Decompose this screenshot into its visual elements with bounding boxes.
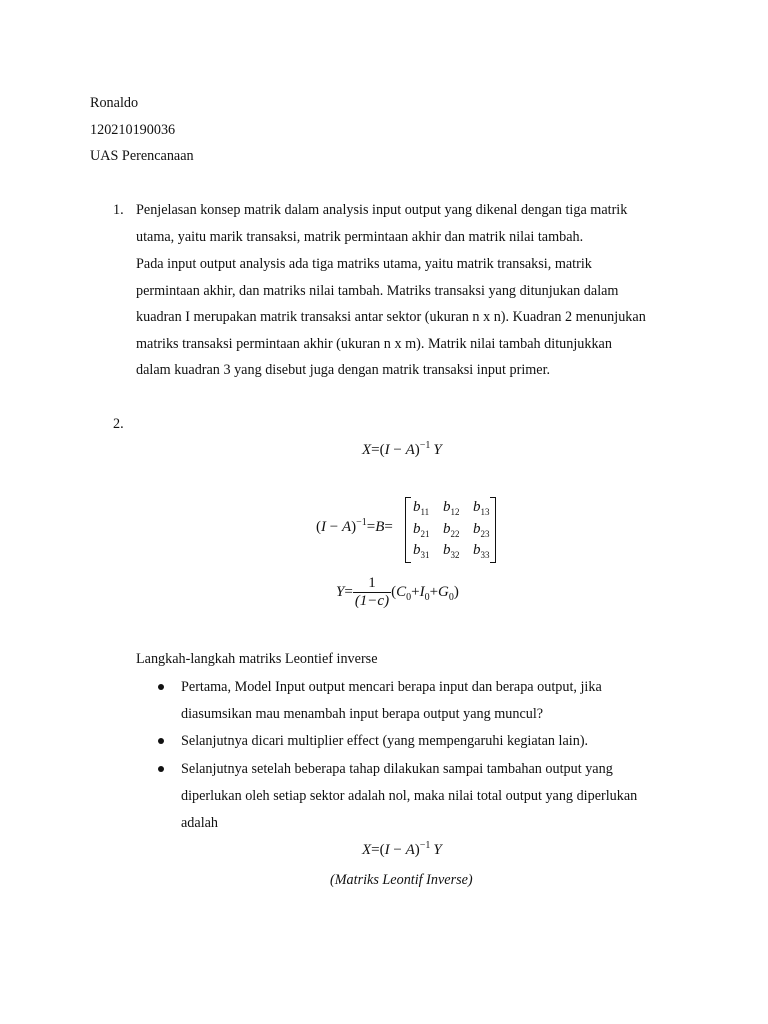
matrix-cell: $b_{31}$ [413, 542, 430, 560]
eq-symbol: Y [433, 442, 442, 458]
bullet-icon [158, 684, 164, 690]
section-1-number: 1. [113, 202, 124, 218]
section-1-line: Pada input output analysis ada tiga matriks utama, yaitu matrik transaksi, matrik [136, 256, 592, 272]
matrix-cell: $b_{13}$ [473, 499, 490, 517]
eq-symbol: ( [391, 583, 397, 600]
section-1-line: dalam kuadran 3 yang disebut juga dengan matrik transaksi input primer. [136, 362, 551, 378]
equation-multiplier [336, 575, 459, 610]
matrix-b [405, 497, 496, 561]
eq-symbol: ) [453, 583, 459, 600]
eq-symbol: = [371, 442, 380, 458]
bullet-icon [158, 738, 164, 744]
author-name: Ronaldo [90, 95, 139, 111]
matrix-cell: $b_{23}$ [473, 521, 490, 539]
section-1-line: Penjelasan konsep matrik dalam analysis input output yang dikenal dengan tiga matrik [136, 202, 628, 218]
equation-caption: (Matriks Leontif Inverse) [330, 872, 473, 888]
eq-subscript: 0 [424, 591, 430, 603]
eq-symbol: ( [316, 519, 321, 535]
matrix-cell: $b_{21}$ [413, 521, 430, 539]
eq-symbol: I [321, 519, 326, 535]
matrix-cell: $b_{33}$ [473, 542, 490, 560]
section-1-line: utama, yaitu marik transaksi, matrik permintaan akhir dan matrik nilai tambah. [136, 229, 584, 245]
bullet-line: diperlukan oleh setiap sektor adalah nol, maka nilai total output yang diperlukan [181, 788, 638, 804]
eq-symbol: C [396, 583, 407, 600]
course-title: UAS Perencanaan [90, 148, 194, 164]
eq-symbol: = [344, 583, 353, 600]
eq-subscript: 0 [448, 591, 454, 603]
bullet-line: Selanjutnya dicari multiplier effect (yang mempengaruhi kegiatan lain). [181, 733, 589, 749]
eq-symbol: A [405, 442, 415, 458]
bullet-icon [158, 766, 164, 772]
eq-symbol: ( [379, 842, 385, 858]
eq-symbol: I [384, 842, 390, 858]
section-1-line: kuadran I merupakan matrik transaksi antar sektor (ukuran n x n). Kuadran 2 menunjukan [136, 309, 646, 325]
equation-leontief-final [362, 842, 442, 859]
eq-exponent: −1 [419, 840, 431, 851]
eq-symbol: − [393, 842, 402, 858]
eq-symbol: ) [414, 442, 420, 458]
eq-exponent: −1 [419, 440, 431, 451]
eq-symbol: = [371, 842, 380, 858]
eq-symbol: Y [336, 583, 345, 600]
eq-symbol: = [366, 519, 376, 535]
section-2-number: 2. [113, 416, 124, 432]
bullet-line: diasumsikan mau menambah input berapa output yang muncul? [181, 706, 544, 722]
student-id: 120210190036 [90, 122, 176, 138]
eq-symbol: ( [379, 442, 385, 458]
matrix-cell: $b_{32}$ [443, 542, 460, 560]
section-1-line: matriks transaksi permintaan akhir (ukuran n x m). Matrik nilai tambah ditunjukkan [136, 336, 612, 352]
eq-symbol: − [329, 519, 339, 535]
eq-subscript: 0 [406, 591, 412, 603]
bullet-line: Selanjutnya setelah beberapa tahap dilakukan sampai tambahan output yang [181, 761, 613, 777]
eq-symbol: Y [433, 842, 442, 858]
eq-symbol: ) [414, 842, 420, 858]
eq-fraction-numerator: 1 [353, 575, 391, 593]
eq-symbol: A [341, 519, 352, 535]
equation-leontief [362, 442, 442, 459]
eq-symbol: I [384, 442, 390, 458]
eq-symbol: X [362, 442, 372, 458]
equation-inverse-matrix-lhs [316, 519, 393, 536]
eq-fraction [353, 575, 391, 610]
eq-symbol: + [429, 583, 439, 600]
eq-symbol: A [405, 842, 415, 858]
eq-symbol: B [375, 519, 385, 535]
matrix-bracket-right [490, 497, 496, 563]
section-1-line: permintaan akhir, dan matriks nilai tambah. Matriks transaksi yang ditunjukan dalam [136, 283, 619, 299]
eq-symbol: + [411, 583, 420, 600]
steps-title: Langkah-langkah matriks Leontief inverse [136, 651, 378, 667]
matrix-cell: $b_{11}$ [413, 499, 430, 517]
eq-symbol: = [384, 519, 393, 535]
eq-symbol: − [393, 442, 402, 458]
matrix-bracket-left [405, 497, 411, 563]
matrix-cell: $b_{22}$ [443, 521, 460, 539]
eq-symbol: G [438, 583, 449, 600]
bullet-line: adalah [181, 815, 219, 831]
eq-symbol: ) [351, 519, 357, 535]
eq-symbol: X [362, 842, 372, 858]
matrix-cell: $b_{12}$ [443, 499, 460, 517]
eq-exponent: −1 [356, 517, 367, 528]
eq-symbol: I [419, 583, 425, 600]
bullet-line: Pertama, Model Input output mencari berapa input dan berapa output, jika [181, 679, 602, 695]
eq-fraction-denominator: (1−c) [354, 593, 390, 609]
